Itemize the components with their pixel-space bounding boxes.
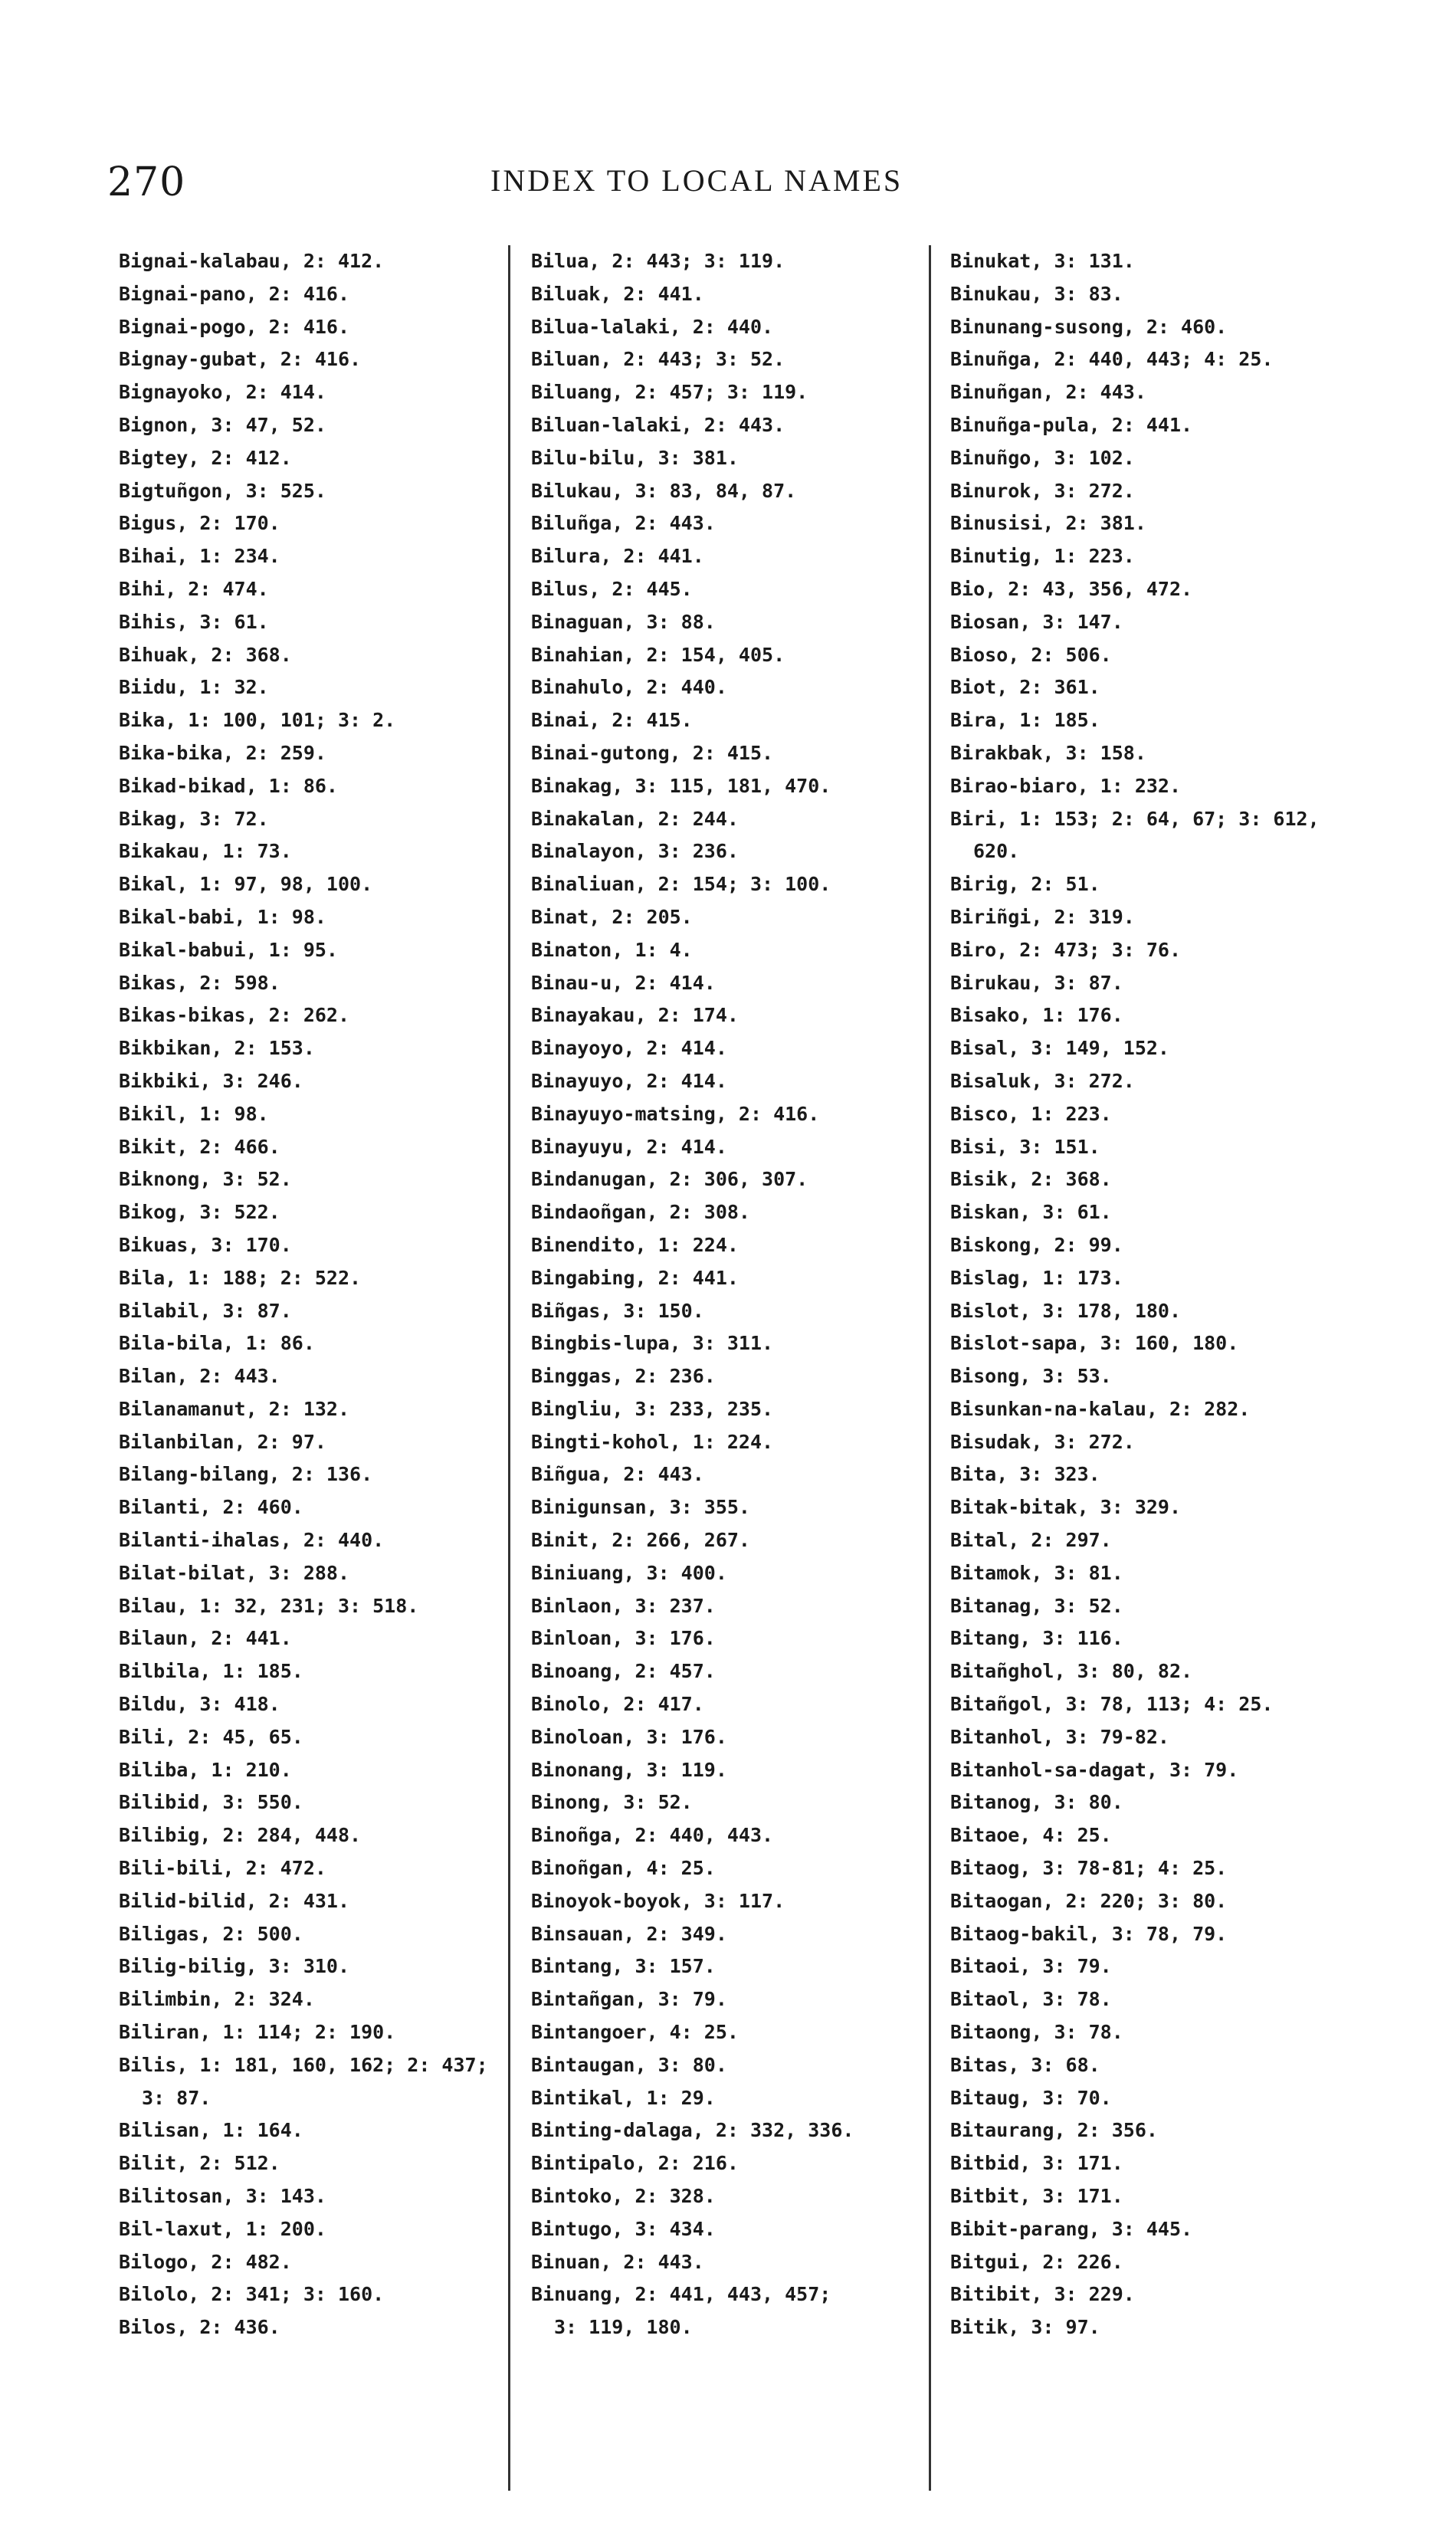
index-entry: Bihis, 3: 61.	[119, 610, 269, 633]
index-entry: Bintangoer, 4: 25.	[531, 2021, 739, 2044]
index-entry: Bitamok, 3: 81.	[950, 1561, 1123, 1584]
index-entry: Bitanhol, 3: 79-82.	[950, 1725, 1169, 1748]
index-entry: Bitgui, 2: 226.	[950, 2250, 1123, 2273]
index-entry: Bisong, 3: 53.	[950, 1365, 1112, 1388]
index-entry: Binuñgo, 3: 102.	[950, 446, 1135, 469]
index-entry: Biro, 2: 473; 3: 76.	[950, 938, 1182, 961]
index-columns	[0, 245, 1456, 2483]
index-entry: Bilos, 2: 436.	[119, 2316, 280, 2339]
index-entry: Biluang, 2: 457; 3: 119.	[531, 381, 808, 404]
index-entry: Biligas, 2: 500.	[119, 1922, 303, 1945]
index-entry: Binurok, 3: 272.	[950, 479, 1135, 502]
index-entry: Bilid-bilid, 2: 431.	[119, 1889, 350, 1912]
index-entry: Bintikal, 1: 29.	[531, 2086, 716, 2109]
index-entry: Bili, 2: 45, 65.	[119, 1725, 303, 1748]
index-entry: Bira, 1: 185.	[950, 709, 1100, 732]
index-entry: Bislag, 1: 173.	[950, 1266, 1123, 1289]
index-entry: Bilig-bilig, 3: 310.	[119, 1955, 350, 1978]
index-entry: Bindaoñgan, 2: 308.	[531, 1201, 750, 1224]
index-entry: Binayuyo-matsing, 2: 416.	[531, 1102, 820, 1125]
index-entry: Bihai, 1: 234.	[119, 545, 280, 568]
index-entry: Bisudak, 3: 272.	[950, 1430, 1135, 1453]
index-entry: Bil-laxut, 1: 200.	[119, 2217, 326, 2240]
index-entry: Bila, 1: 188; 2: 522.	[119, 1266, 362, 1289]
index-entry: Bignai-pogo, 2: 416.	[119, 315, 350, 338]
running-head-title: INDEX TO LOCAL NAMES	[490, 163, 903, 198]
index-entry: Binau-u, 2: 414.	[531, 971, 716, 994]
index-entry: Bikal-babi, 1: 98.	[119, 905, 326, 928]
index-entry: Bita, 3: 323.	[950, 1463, 1100, 1486]
index-entry: Binloan, 3: 176.	[531, 1627, 716, 1650]
index-entry: Bitaogan, 2: 220; 3: 80.	[950, 1889, 1228, 1912]
index-entry: Bigtey, 2: 412.	[119, 446, 292, 469]
index-entry: Bilua, 2: 443; 3: 119.	[531, 250, 785, 272]
index-entry: Bisco, 1: 223.	[950, 1102, 1112, 1125]
index-entry: Biri, 1: 153; 2: 64, 67; 3: 612,	[950, 807, 1320, 830]
index-entry: Biskong, 2: 99.	[950, 1233, 1123, 1256]
index-entry: Bihi, 2: 474.	[119, 577, 269, 600]
index-entry: Binong, 3: 52.	[531, 1791, 693, 1814]
index-entry: Bintaugan, 3: 80.	[531, 2053, 727, 2076]
column-divider	[508, 245, 510, 2491]
index-entry: Bilan, 2: 443.	[119, 1365, 280, 1388]
index-entry: Binakalan, 2: 244.	[531, 807, 739, 830]
index-entry: Bitanag, 3: 52.	[950, 1594, 1123, 1617]
index-entry: Bintang, 3: 157.	[531, 1955, 716, 1978]
index-entry: Biosan, 3: 147.	[950, 610, 1123, 633]
index-entry: Binayuyu, 2: 414.	[531, 1135, 727, 1158]
index-entry: Bitas, 3: 68.	[950, 2053, 1100, 2076]
index-entry: Bilisan, 1: 164.	[119, 2119, 303, 2142]
index-entry: Bitak-bitak, 3: 329.	[950, 1496, 1182, 1519]
index-entry: Binakag, 3: 115, 181, 470.	[531, 774, 831, 797]
index-entry: Bilis, 1: 181, 160, 162; 2: 437;	[119, 2053, 488, 2076]
index-entry: Bingbis-lupa, 3: 311.	[531, 1332, 774, 1355]
index-entry: Bingti-kohol, 1: 224.	[531, 1430, 774, 1453]
index-entry: Binayuyo, 2: 414.	[531, 1069, 727, 1092]
index-entry: Biknong, 3: 52.	[119, 1168, 292, 1191]
index-entry: Bikag, 3: 72.	[119, 807, 269, 830]
index-entry: Bitaol, 3: 78.	[950, 1988, 1112, 2011]
index-entry: Bilura, 2: 441.	[531, 545, 704, 568]
index-entry: Bilanbilan, 2: 97.	[119, 1430, 326, 1453]
index-entry: Binigunsan, 3: 355.	[531, 1496, 750, 1519]
index-column-2	[531, 245, 937, 2344]
index-entry: Binting-dalaga, 2: 332, 336.	[531, 2119, 854, 2142]
index-entry: Bitañgol, 3: 78, 113; 4: 25.	[950, 1693, 1274, 1716]
index-entry: Binukau, 3: 83.	[950, 282, 1123, 305]
index-entry: Bitaong, 3: 78.	[950, 2021, 1123, 2044]
index-entry: Bintipalo, 2: 216.	[531, 2152, 739, 2175]
index-entry: Bihuak, 2: 368.	[119, 643, 292, 666]
index-entry: Bilit, 2: 512.	[119, 2152, 280, 2175]
index-entry: Bintañgan, 3: 79.	[531, 1988, 727, 2011]
index-entry: Biluan-lalaki, 2: 443.	[531, 413, 785, 436]
index-column-3	[950, 245, 1433, 2344]
index-entry: Bitañghol, 3: 80, 82.	[950, 1660, 1193, 1683]
index-entry: Bignon, 3: 47, 52.	[119, 413, 326, 436]
index-entry: Bika-bika, 2: 259.	[119, 741, 326, 764]
index-entry: Bintoko, 2: 328.	[531, 2185, 716, 2208]
index-entry: Binolo, 2: 417.	[531, 1693, 704, 1716]
index-entry: Bika, 1: 100, 101; 3: 2.	[119, 709, 396, 732]
index-entry: Bikas-bikas, 2: 262.	[119, 1004, 350, 1027]
index-entry: Biñgua, 2: 443.	[531, 1463, 704, 1486]
index-entry: Birukau, 3: 87.	[950, 971, 1123, 994]
index-entry: Binahulo, 2: 440.	[531, 676, 727, 699]
index-entry: Biluan, 2: 443; 3: 52.	[531, 348, 785, 371]
index-entry: Binaguan, 3: 88.	[531, 610, 716, 633]
index-entry: Bisako, 1: 176.	[950, 1004, 1123, 1027]
index-entry: Bikas, 2: 598.	[119, 971, 280, 994]
index-entry: Bilau, 1: 32, 231; 3: 518.	[119, 1594, 419, 1617]
index-entry: Bisaluk, 3: 272.	[950, 1069, 1135, 1092]
index-entry: Bingabing, 2: 441.	[531, 1266, 739, 1289]
index-entry: Bignai-pano, 2: 416.	[119, 282, 350, 305]
index-entry: Binukat, 3: 131.	[950, 250, 1135, 272]
index-entry: Bitang, 3: 116.	[950, 1627, 1123, 1650]
index-entry: Biliran, 1: 114; 2: 190.	[119, 2021, 396, 2044]
index-entry: Bikbikan, 2: 153.	[119, 1037, 315, 1060]
index-entry: Bitaoi, 3: 79.	[950, 1955, 1112, 1978]
index-entry: Binendito, 1: 224.	[531, 1233, 739, 1256]
index-entry: Bikad-bikad, 1: 86.	[119, 774, 338, 797]
page-number: 270	[107, 159, 186, 205]
index-entry: Binuñga-pula, 2: 441.	[950, 413, 1193, 436]
index-entry: Bisunkan-na-kalau, 2: 282.	[950, 1397, 1251, 1420]
index-entry: Bilang-bilang, 2: 136.	[119, 1463, 373, 1486]
index-entry: Bitaog-bakil, 3: 78, 79.	[950, 1922, 1228, 1945]
index-entry: Bilat-bilat, 3: 288.	[119, 1561, 350, 1584]
index-entry: Biot, 2: 361.	[950, 676, 1100, 699]
index-entry: Bisi, 3: 151.	[950, 1135, 1100, 1158]
index-entry: Bila-bila, 1: 86.	[119, 1332, 315, 1355]
index-entry: Bisal, 3: 149, 152.	[950, 1037, 1169, 1060]
index-entry: Binonang, 3: 119.	[531, 1758, 727, 1781]
index-entry: Bikit, 2: 466.	[119, 1135, 280, 1158]
index-entry: Binaton, 1: 4.	[531, 938, 693, 961]
index-entry-continuation: 3: 87.	[142, 2086, 212, 2109]
index-entry: Binuang, 2: 441, 443, 457;	[531, 2283, 831, 2306]
index-entry: Biniuang, 3: 400.	[531, 1561, 727, 1584]
index-column-1	[119, 245, 517, 2344]
index-entry: Birao-biaro, 1: 232.	[950, 774, 1182, 797]
index-entry: Binunang-susong, 2: 460.	[950, 315, 1228, 338]
index-entry-continuation: 3: 119, 180.	[554, 2316, 693, 2339]
index-entry: Binoñga, 2: 440, 443.	[531, 1824, 774, 1847]
index-entry: Bilimbin, 2: 324.	[119, 1988, 315, 2011]
index-entry: Bingliu, 3: 233, 235.	[531, 1397, 774, 1420]
index-entry: Binlaon, 3: 237.	[531, 1594, 716, 1617]
index-entry: Binoloan, 3: 176.	[531, 1725, 727, 1748]
index-entry-continuation: 620.	[973, 840, 1020, 863]
index-entry: Bibit-parang, 3: 445.	[950, 2217, 1193, 2240]
index-entry: Binsauan, 2: 349.	[531, 1922, 727, 1945]
index-entry: Binuan, 2: 443.	[531, 2250, 704, 2273]
index-entry: Bikal-babui, 1: 95.	[119, 938, 338, 961]
index-entry: Bignai-kalabau, 2: 412.	[119, 250, 385, 272]
index-entry: Bikakau, 1: 73.	[119, 840, 292, 863]
index-entry: Binoyok-boyok, 3: 117.	[531, 1889, 785, 1912]
index-entry: Bilibig, 2: 284, 448.	[119, 1824, 362, 1847]
index-entry: Bilolo, 2: 341; 3: 160.	[119, 2283, 385, 2306]
index-entry: Binai, 2: 415.	[531, 709, 693, 732]
index-entry: Binusisi, 2: 381.	[950, 512, 1146, 535]
index-entry: Bitibit, 3: 229.	[950, 2283, 1135, 2306]
index-entry: Binaliuan, 2: 154; 3: 100.	[531, 873, 831, 896]
index-entry: Bignay-gubat, 2: 416.	[119, 348, 362, 371]
index-entry: Biskan, 3: 61.	[950, 1201, 1112, 1224]
index-entry: Bildu, 3: 418.	[119, 1693, 280, 1716]
index-entry: Bislot-sapa, 3: 160, 180.	[950, 1332, 1239, 1355]
index-entry: Binalayon, 3: 236.	[531, 840, 739, 863]
index-entry: Bili-bili, 2: 472.	[119, 1857, 326, 1880]
index-entry: Biriñgi, 2: 319.	[950, 905, 1135, 928]
index-entry: Bindanugan, 2: 306, 307.	[531, 1168, 808, 1191]
index-entry: Bilaun, 2: 441.	[119, 1627, 292, 1650]
index-entry: Binat, 2: 205.	[531, 905, 693, 928]
index-entry: Biliba, 1: 210.	[119, 1758, 292, 1781]
index-entry: Biluñga, 2: 443.	[531, 512, 716, 535]
index-entry: Bigtuñgon, 3: 525.	[119, 479, 326, 502]
index-entry: Binahian, 2: 154, 405.	[531, 643, 785, 666]
index-entry: Biluak, 2: 441.	[531, 282, 704, 305]
index-entry: Bitaug, 3: 70.	[950, 2086, 1112, 2109]
index-entry: Bilogo, 2: 482.	[119, 2250, 292, 2273]
index-entry: Biidu, 1: 32.	[119, 676, 269, 699]
index-entry: Bitik, 3: 97.	[950, 2316, 1100, 2339]
index-entry: Binoñgan, 4: 25.	[531, 1857, 716, 1880]
index-entry: Bilu-bilu, 3: 381.	[531, 446, 739, 469]
index-entry: Bisik, 2: 368.	[950, 1168, 1112, 1191]
index-entry: Binggas, 2: 236.	[531, 1365, 716, 1388]
index-entry: Binayakau, 2: 174.	[531, 1004, 739, 1027]
index-entry: Bikbiki, 3: 246.	[119, 1069, 303, 1092]
index-entry: Bilbila, 1: 185.	[119, 1660, 303, 1683]
index-entry: Bitanog, 3: 80.	[950, 1791, 1123, 1814]
index-entry: Birakbak, 3: 158.	[950, 741, 1146, 764]
index-entry: Bikuas, 3: 170.	[119, 1233, 292, 1256]
index-entry: Bitbit, 3: 171.	[950, 2185, 1123, 2208]
index-entry: Bilukau, 3: 83, 84, 87.	[531, 479, 797, 502]
index-entry: Bilitosan, 3: 143.	[119, 2185, 326, 2208]
index-entry: Birig, 2: 51.	[950, 873, 1100, 896]
index-entry: Binoang, 2: 457.	[531, 1660, 716, 1683]
index-entry: Bitaurang, 2: 356.	[950, 2119, 1158, 2142]
index-entry: Bislot, 3: 178, 180.	[950, 1299, 1182, 1322]
index-entry: Bilua-lalaki, 2: 440.	[531, 315, 774, 338]
index-entry: Binit, 2: 266, 267.	[531, 1529, 750, 1552]
index-entry: Biñgas, 3: 150.	[531, 1299, 704, 1322]
index-entry: Binai-gutong, 2: 415.	[531, 741, 774, 764]
index-entry: Bilanti, 2: 460.	[119, 1496, 303, 1519]
index-entry: Bio, 2: 43, 356, 472.	[950, 577, 1193, 600]
index-entry: Bilanamanut, 2: 132.	[119, 1397, 350, 1420]
index-entry: Binayoyo, 2: 414.	[531, 1037, 727, 1060]
index-entry: Binutig, 1: 223.	[950, 545, 1135, 568]
index-entry: Bikog, 3: 522.	[119, 1201, 280, 1224]
column-divider	[929, 245, 931, 2491]
index-entry: Bioso, 2: 506.	[950, 643, 1112, 666]
index-entry: Bital, 2: 297.	[950, 1529, 1112, 1552]
index-entry: Bintugo, 3: 434.	[531, 2217, 716, 2240]
index-entry: Bitanhol-sa-dagat, 3: 79.	[950, 1758, 1239, 1781]
index-entry: Bilibid, 3: 550.	[119, 1791, 303, 1814]
index-entry: Bilabil, 3: 87.	[119, 1299, 292, 1322]
index-entry: Bilanti-ihalas, 2: 440.	[119, 1529, 385, 1552]
index-entry: Binuñga, 2: 440, 443; 4: 25.	[950, 348, 1274, 371]
index-entry: Bitbid, 3: 171.	[950, 2152, 1123, 2175]
index-entry: Bignayoko, 2: 414.	[119, 381, 326, 404]
index-entry: Bitaog, 3: 78-81; 4: 25.	[950, 1857, 1228, 1880]
index-entry: Bitaoe, 4: 25.	[950, 1824, 1112, 1847]
index-entry: Bikil, 1: 98.	[119, 1102, 269, 1125]
index-entry: Binuñgan, 2: 443.	[950, 381, 1146, 404]
index-entry: Bigus, 2: 170.	[119, 512, 280, 535]
index-entry: Bilus, 2: 445.	[531, 577, 693, 600]
index-entry: Bikal, 1: 97, 98, 100.	[119, 873, 373, 896]
